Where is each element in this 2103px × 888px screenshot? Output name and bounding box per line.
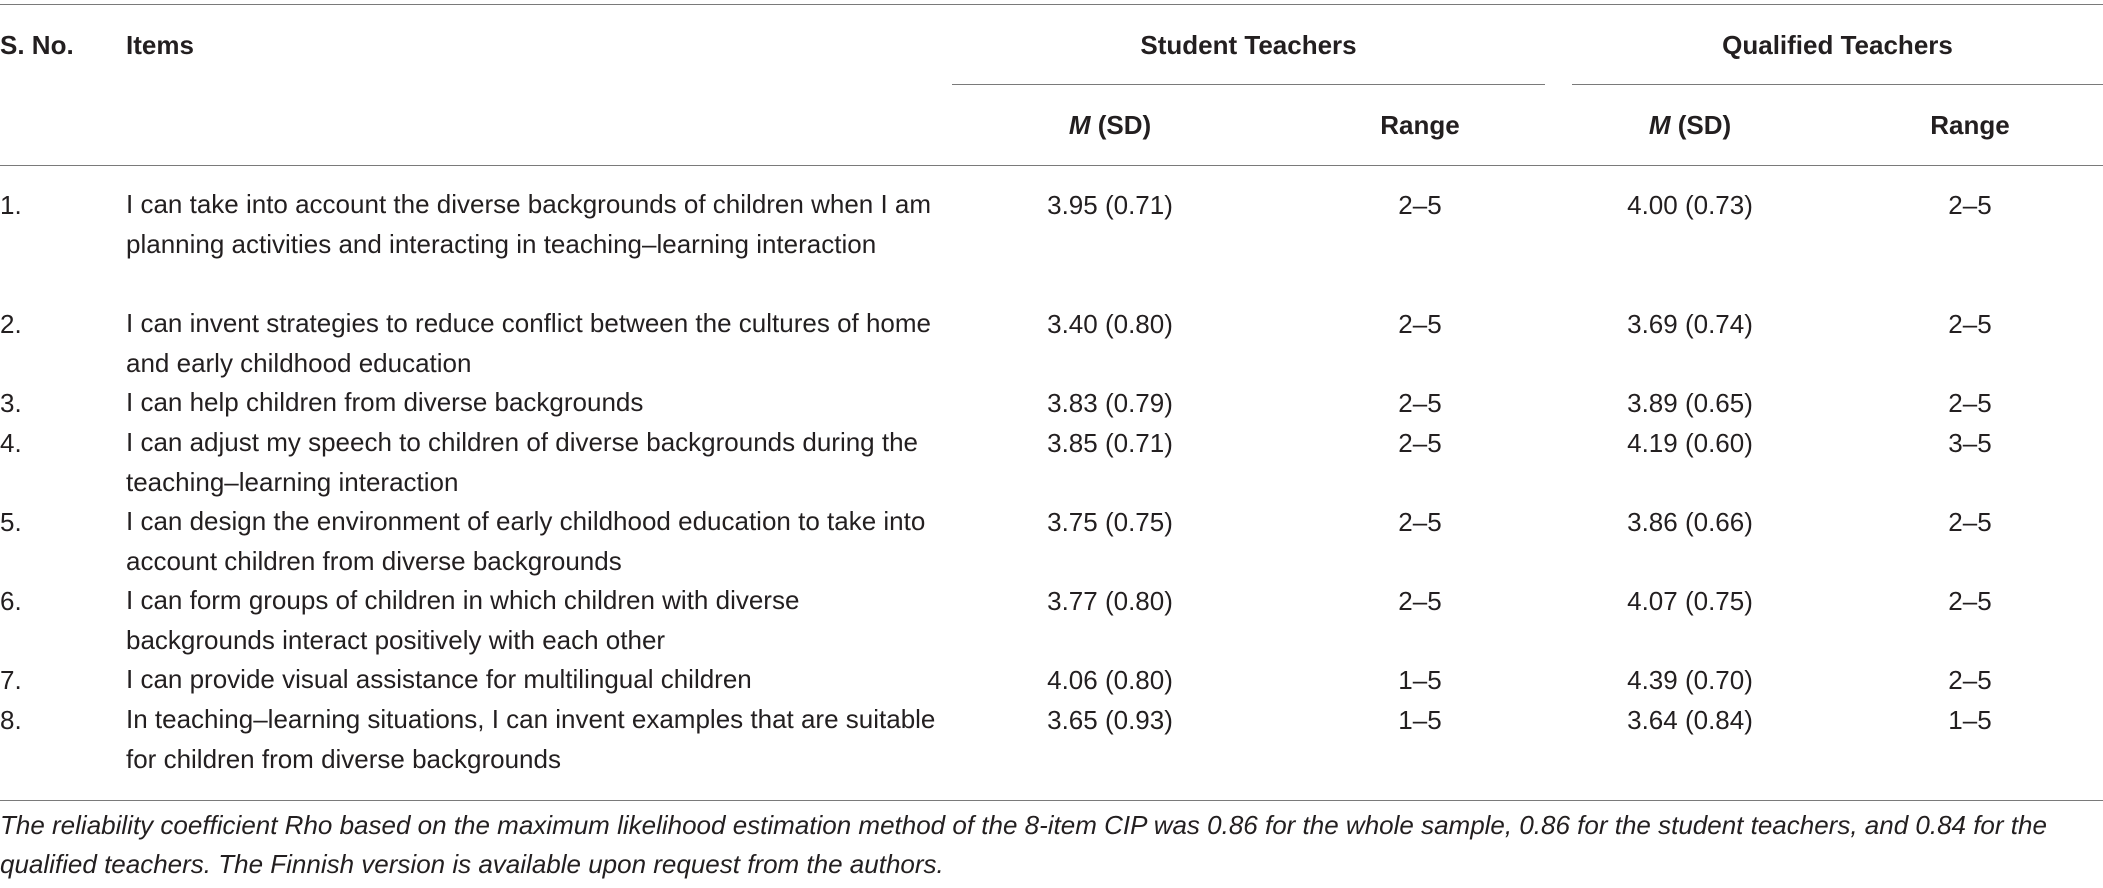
st-range: 2–5 <box>1398 388 1442 418</box>
mean-symbol: M <box>1648 110 1671 140</box>
st-range: 1–5 <box>1398 705 1442 735</box>
st-range: 2–5 <box>1398 428 1442 458</box>
sd-label: (SD) <box>1090 110 1152 140</box>
row-item: I can adjust my speech to children of diverse backgrounds during the teaching–learning interaction <box>126 427 919 497</box>
st-range: 2–5 <box>1398 507 1442 537</box>
st-msd: 3.95 (0.71) <box>1047 190 1173 220</box>
st-range: 2–5 <box>1398 309 1442 339</box>
qt-range: 2–5 <box>1948 665 1992 695</box>
qt-msd: 4.07 (0.75) <box>1627 586 1753 616</box>
row-number: 4. <box>0 428 22 458</box>
student-group-rule <box>952 84 1545 85</box>
header-st-msd <box>1010 105 1210 145</box>
row-number: 6. <box>0 586 22 616</box>
qt-range: 2–5 <box>1948 507 1992 537</box>
st-msd: 3.65 (0.93) <box>1047 705 1173 735</box>
st-range: 2–5 <box>1398 586 1442 616</box>
header-items: Items <box>126 30 194 60</box>
header-student-teachers: Student Teachers <box>1140 30 1357 60</box>
st-msd: 3.85 (0.71) <box>1047 428 1173 458</box>
qt-msd: 4.39 (0.70) <box>1627 665 1753 695</box>
row-number: 1. <box>0 190 22 220</box>
top-rule <box>0 4 2103 5</box>
st-range: 2–5 <box>1398 190 1442 220</box>
row-number: 5. <box>0 507 22 537</box>
row-number: 7. <box>0 665 22 695</box>
row-number: 3. <box>0 388 22 418</box>
qt-msd: 3.69 (0.74) <box>1627 309 1753 339</box>
st-msd: 3.40 (0.80) <box>1047 309 1173 339</box>
qt-range: 2–5 <box>1948 309 1992 339</box>
row-item: I can provide visual assistance for multilingual children <box>126 664 752 694</box>
qt-msd: 3.89 (0.65) <box>1627 388 1753 418</box>
st-msd: 3.75 (0.75) <box>1047 507 1173 537</box>
qt-msd: 4.19 (0.60) <box>1627 428 1753 458</box>
row-item: I can help children from diverse backgrounds <box>126 387 644 417</box>
st-msd: 3.77 (0.80) <box>1047 586 1173 616</box>
qt-msd: 3.64 (0.84) <box>1627 705 1753 735</box>
body-bottom-rule <box>0 800 2103 801</box>
qt-msd: 4.00 (0.73) <box>1627 190 1753 220</box>
row-item: I can take into account the diverse backgrounds of children when I am planning activities and interacting in teaching–learning interaction <box>126 189 932 259</box>
qt-msd: 3.86 (0.66) <box>1627 507 1753 537</box>
qt-range: 2–5 <box>1948 190 1992 220</box>
sd-label: (SD) <box>1670 110 1732 140</box>
row-item: I can design the environment of early childhood education to take into account children from diverse backgrounds <box>126 506 926 576</box>
header-bottom-rule <box>0 165 2103 166</box>
qt-range: 2–5 <box>1948 388 1992 418</box>
header-qt-range: Range <box>1930 110 2010 140</box>
row-number: 2. <box>0 309 22 339</box>
st-msd: 4.06 (0.80) <box>1047 665 1173 695</box>
row-item: I can invent strategies to reduce conflict between the cultures of home and early childhood education <box>126 308 932 378</box>
st-range: 1–5 <box>1398 665 1442 695</box>
table-footnote: The reliability coefficient Rho based on the maximum likelihood estimation method of the 8-item CIP was 0.86 for the whole sample, 0.86 for the student teachers, and 0.84 for the qualified teachers. The Finnish version is available upon request from the authors. <box>0 810 2047 879</box>
qualified-group-rule <box>1572 84 2103 85</box>
qt-range: 1–5 <box>1948 705 1992 735</box>
st-msd: 3.83 (0.79) <box>1047 388 1173 418</box>
qt-range: 2–5 <box>1948 586 1992 616</box>
qt-range: 3–5 <box>1948 428 1992 458</box>
row-item: In teaching–learning situations, I can invent examples that are suitable for children from diverse backgrounds <box>126 704 936 774</box>
mean-symbol: M <box>1068 110 1091 140</box>
row-item: I can form groups of children in which children with diverse backgrounds interact positively with each other <box>126 585 800 655</box>
header-qt-msd <box>1590 105 1790 145</box>
header-st-range: Range <box>1380 110 1460 140</box>
header-sno: S. No. <box>0 30 74 60</box>
header-qualified-teachers: Qualified Teachers <box>1722 30 1953 60</box>
row-number: 8. <box>0 705 22 735</box>
